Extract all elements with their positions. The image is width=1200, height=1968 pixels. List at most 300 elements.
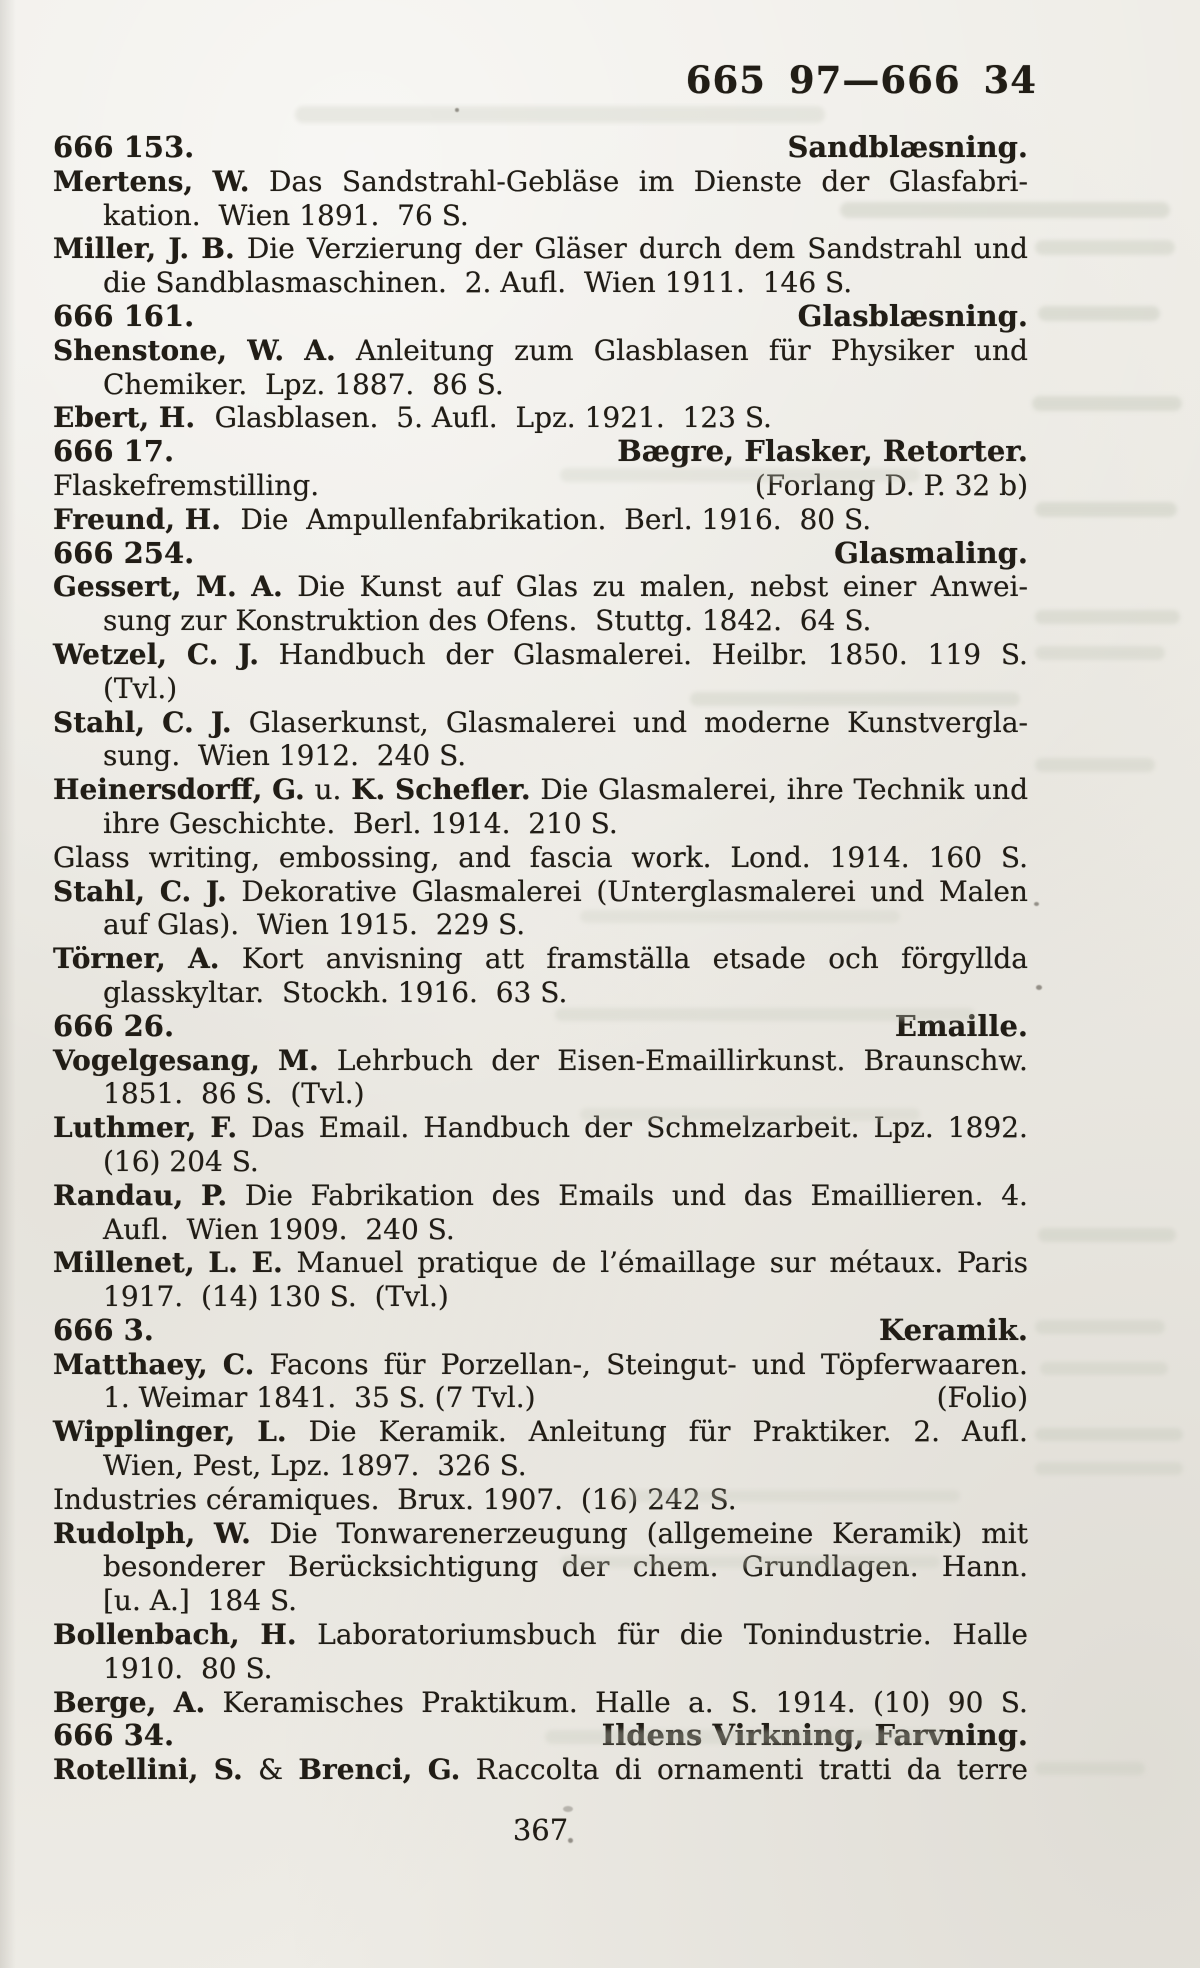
word: de [551, 1246, 587, 1280]
ghost-smudge [1035, 646, 1165, 660]
word: and [458, 840, 511, 874]
word: M. [196, 570, 237, 604]
section-title: Keramik. [879, 1312, 1028, 1347]
word: di [614, 1753, 642, 1787]
word: B. [201, 232, 235, 266]
word: Gläser [534, 232, 627, 266]
section-heading-line [53, 1314, 1028, 1348]
word: Die [297, 570, 346, 604]
word: Die [269, 1516, 318, 1550]
catalog-line [53, 1077, 1028, 1111]
word: Berücksichtigung [287, 1550, 539, 1584]
word: der [445, 637, 494, 671]
ghost-smudge [1032, 396, 1182, 411]
word: Handbuch [278, 637, 426, 671]
word: S. [1000, 1685, 1028, 1719]
word: Die [244, 1178, 293, 1212]
word: Sandstrahl [807, 232, 962, 266]
word: Raccolta [475, 1753, 600, 1787]
word: für [617, 1618, 659, 1652]
catalog-line [53, 875, 1028, 909]
word: 2. [913, 1415, 941, 1449]
catalog-line [53, 739, 1028, 773]
word: Fabrikation [310, 1178, 474, 1212]
word: C. [162, 705, 194, 739]
word: W. [212, 164, 250, 198]
word: W. [214, 1516, 251, 1550]
word: Törner, [53, 942, 166, 976]
word: moderne [704, 705, 831, 739]
word: Rotellini, [53, 1753, 199, 1787]
word: und [973, 333, 1028, 367]
word: Keramisches [222, 1685, 404, 1719]
word: Manuel [296, 1246, 404, 1280]
word: Wetzel, [53, 637, 168, 671]
word: Glass [53, 840, 130, 874]
word: M. [277, 1043, 319, 1077]
word: 90 [947, 1685, 984, 1719]
word: Miller, [53, 232, 157, 266]
word: att [484, 942, 525, 976]
section-title: Glasmaling. [834, 535, 1028, 570]
entry-text: 1917. (14) 130 S. (Tvl.) [103, 1280, 449, 1314]
word: da [906, 1753, 942, 1787]
word: K. [351, 773, 386, 807]
word: Lpz. [873, 1111, 934, 1145]
word: und [672, 1178, 726, 1212]
catalog-line [53, 1686, 1028, 1720]
word: Glasmalerei. [513, 637, 692, 671]
author-name: Freund, H. [53, 502, 241, 536]
word: auf [456, 570, 502, 604]
entry-text: Glasblasen. 5. Aufl. Lpz. 1921. 123 S. [214, 401, 772, 435]
entry-text: kation. Wien 1891. 76 S. [103, 198, 469, 232]
section-code: 666 153. [53, 130, 195, 164]
word: malen, [639, 570, 736, 604]
word: F. [210, 1111, 238, 1145]
word: A. [188, 942, 220, 976]
catalog-line [53, 232, 1028, 266]
word: etsade [712, 942, 806, 976]
catalog-line [53, 503, 1028, 537]
word: S. [213, 1753, 243, 1787]
catalog-line [53, 1246, 1028, 1280]
entry-text: 1910. 80 S. [103, 1651, 273, 1685]
word: J. [205, 874, 227, 908]
word: Glasfabri- [888, 164, 1028, 198]
ghost-smudge [1035, 1762, 1145, 1775]
word: S. [1000, 637, 1028, 671]
word: Die [246, 232, 295, 266]
catalog-line [53, 706, 1028, 740]
word: C. [222, 1347, 255, 1381]
word: sur [769, 1246, 816, 1280]
catalog-line [53, 773, 1028, 807]
entry-text: Wien, Pest, Lpz. 1897. 326 S. [103, 1449, 527, 1483]
section-code: 666 17. [53, 434, 175, 469]
section-code: 666 26. [53, 1008, 175, 1043]
split-left-text: Flaskefremstilling. [53, 468, 320, 502]
word: Keramik) [832, 1516, 963, 1550]
ghost-smudge [840, 202, 1170, 218]
word: Grundlagen. [741, 1550, 919, 1584]
word: 1914. [829, 840, 910, 874]
section-code: 666 34. [53, 1718, 175, 1753]
word: Lond. [730, 840, 811, 874]
word: Sandstrahl-Gebläse [341, 164, 620, 198]
section-title: Bægre, Flasker, Retorter. [617, 434, 1028, 469]
ghost-smudge [1035, 1320, 1165, 1334]
word: Tonindustrie. [743, 1618, 932, 1652]
catalog-line [53, 1213, 1028, 1247]
ghost-smudge [580, 910, 900, 923]
entry-text: glasskyltar. Stockh. 1916. 63 S. [103, 975, 568, 1009]
ghost-smudge [1035, 1428, 1183, 1441]
word: Praktiker. [752, 1415, 892, 1449]
section-title: Emaille. [894, 1008, 1028, 1043]
word: Laboratoriumsbuch [317, 1618, 597, 1652]
word: Kunst [359, 570, 442, 604]
section-heading-line [53, 537, 1028, 571]
word: A. [251, 570, 283, 604]
ink-speck [1036, 985, 1042, 990]
word: u. [314, 773, 342, 807]
ghost-smudge [1040, 1362, 1168, 1375]
word: und [633, 705, 688, 739]
catalog-line [53, 841, 1028, 875]
word: l’émaillage [600, 1246, 756, 1280]
word: Brenci, [298, 1753, 413, 1787]
word: C. [159, 874, 192, 908]
word: work. [631, 840, 712, 874]
ghost-smudge [1035, 610, 1180, 624]
split-right-text: (Folio) [936, 1381, 1028, 1415]
entry-text: ihre Geschichte. Berl. 1914. 210 S. [103, 806, 618, 840]
word: métaux. [829, 1246, 944, 1280]
word: C. [186, 637, 219, 671]
word: Die [540, 773, 589, 807]
ink-speck [1034, 902, 1039, 906]
word: Vogelgesang, [53, 1043, 260, 1077]
page-header-range: 665 97—666 34 [685, 58, 1037, 102]
entry-text: (16) 204 S. [103, 1144, 259, 1178]
word: Dienste [693, 164, 802, 198]
word: S. [1000, 840, 1028, 874]
word: framställa [546, 942, 691, 976]
ink-speck [563, 1806, 573, 1812]
word: writing, [148, 840, 261, 874]
entry-text: Aufl. Wien 1909. 240 S. [103, 1212, 455, 1246]
word: och [828, 942, 879, 976]
section-title: Ildens Virkning, Farvning. [601, 1718, 1028, 1753]
word: H. [260, 1618, 297, 1652]
section-heading-line [53, 300, 1028, 334]
word: Emaillieren. [810, 1178, 984, 1212]
entry-text: auf Glas). Wien 1915. 229 S. [103, 908, 526, 942]
section-heading-line [53, 131, 1028, 165]
word: Halle [595, 1685, 671, 1719]
catalog-line [53, 165, 1028, 199]
word: nebst [750, 570, 829, 604]
ink-speck [455, 108, 459, 112]
word: der [474, 232, 523, 266]
catalog-line [53, 1179, 1028, 1213]
word: & [258, 1753, 283, 1787]
word: Braunschw. [863, 1043, 1028, 1077]
word: terre [956, 1753, 1028, 1787]
word: ihre [786, 773, 844, 807]
word: Mertens, [53, 164, 194, 198]
word: A. [173, 1685, 206, 1719]
word: Email. [318, 1111, 410, 1145]
word: Kunstvergla- [847, 705, 1028, 739]
word: Facons [269, 1347, 369, 1381]
catalog-line [53, 942, 1028, 976]
word: Glas [515, 570, 579, 604]
ghost-smudge [545, 1730, 945, 1744]
word: Steingut- [606, 1347, 737, 1381]
word: E. [251, 1246, 283, 1280]
word: Lehrbuch [336, 1043, 474, 1077]
word: zum [514, 333, 574, 367]
word: Das [268, 164, 323, 198]
word: die [679, 1618, 724, 1652]
word: zu [592, 570, 626, 604]
word: und [751, 1347, 806, 1381]
section-title: Sandblæsning. [787, 130, 1028, 164]
word: Matthaey, [53, 1347, 208, 1381]
word: dem [734, 232, 796, 266]
entry-text: [u. A.] 184 S. [103, 1584, 298, 1618]
text-column [53, 131, 1028, 1787]
catalog-line [53, 1449, 1028, 1483]
ghost-smudge [1038, 306, 1160, 321]
word: Randau, [53, 1178, 184, 1212]
catalog-line [53, 1145, 1028, 1179]
catalog-line [53, 570, 1028, 604]
word: (10) [872, 1685, 931, 1719]
catalog-line [53, 1652, 1028, 1686]
word: und [870, 874, 925, 908]
page-gutter-shadow [0, 0, 16, 1968]
author-name: Ebert, H. [53, 401, 215, 435]
word: S. [731, 1685, 759, 1719]
catalog-line [53, 1753, 1028, 1787]
word: Paris [956, 1246, 1028, 1280]
word: embossing, [278, 840, 440, 874]
word: pratique [417, 1246, 539, 1280]
ghost-smudge [1035, 240, 1175, 255]
word: anvisning [325, 942, 463, 976]
word: durch [638, 232, 722, 266]
section-title: Glasblæsning. [797, 298, 1028, 333]
catalog-line [53, 334, 1028, 368]
word: Glasmalerei [411, 874, 582, 908]
word: für [768, 333, 811, 367]
word: förgyllda [901, 942, 1028, 976]
word: W. [247, 333, 285, 367]
word: G. [272, 773, 305, 807]
catalog-line [53, 1517, 1028, 1551]
catalog-line [53, 807, 1028, 841]
word: Millenet, [53, 1246, 195, 1280]
word: Heinersdorff, [53, 773, 263, 807]
word: der [561, 1550, 610, 1584]
split-left-text: 1. Weimar 1841. 35 S. (7 Tvl.) [103, 1381, 536, 1415]
entry-text: Industries céramiques. Brux. 1907. (16) 242 S. [53, 1482, 737, 1516]
word: Anwei- [930, 570, 1028, 604]
entry-text: sung. Wien 1912. 240 S. [103, 739, 467, 773]
word: Glaserkunst, [248, 705, 429, 739]
word: Anleitung [528, 1415, 667, 1449]
word: Die [308, 1415, 357, 1449]
word: Heilbr. [711, 637, 808, 671]
word: 1914. [775, 1685, 856, 1719]
word: Wipplinger, [53, 1415, 236, 1449]
word: Luthmer, [53, 1111, 197, 1145]
catalog-line [53, 976, 1028, 1010]
word: Shenstone, [53, 333, 228, 367]
word: Porzellan-, [440, 1347, 591, 1381]
word: a. [688, 1685, 714, 1719]
word: Glasmalerei, [598, 773, 778, 807]
word: J. [238, 637, 259, 671]
ghost-smudge [1038, 1228, 1176, 1242]
word: J. [168, 232, 190, 266]
word: Eisen-Emaillirkunst. [557, 1043, 846, 1077]
section-code: 666 3. [53, 1312, 154, 1347]
word: Technik [853, 773, 965, 807]
split-right-text: (Forlang D. P. 32 b) [754, 468, 1028, 502]
entry-text: sung zur Konstruktion des Ofens. Stuttg. 1842. 64 S. [103, 604, 872, 638]
word: Hann. [941, 1550, 1028, 1584]
entry-text: die Sandblasmaschinen. 2. Aufl. Wien 1911. 146 S. [103, 266, 853, 300]
word: Keramik. [378, 1415, 507, 1449]
word: Schefler. [395, 773, 531, 807]
catalog-line [53, 1044, 1028, 1078]
page-number: 367 [512, 1813, 569, 1847]
word: und [973, 232, 1028, 266]
section-code: 666 161. [53, 298, 195, 333]
word: Dekorative [241, 874, 397, 908]
word: Glasmalerei [445, 705, 616, 739]
word: Stahl, [53, 705, 146, 739]
catalog-line [53, 401, 1028, 435]
section-code: 666 254. [53, 535, 195, 570]
ghost-smudge [1035, 758, 1155, 772]
word: Das [251, 1111, 305, 1145]
word: Physiker [830, 333, 954, 367]
word: Bollenbach, [53, 1618, 240, 1652]
word: Verzierung [306, 232, 463, 266]
word: chem. [632, 1550, 719, 1584]
word: und [974, 773, 1028, 807]
word: das [743, 1178, 793, 1212]
ghost-smudge [580, 1108, 920, 1121]
word: Töpferwaaren. [820, 1347, 1028, 1381]
catalog-line [53, 1584, 1028, 1618]
word: fascia [529, 840, 613, 874]
catalog-line [53, 1280, 1028, 1314]
catalog-line [53, 638, 1028, 672]
ghost-smudge [295, 106, 825, 123]
word: 119 [927, 637, 982, 671]
ghost-smudge [620, 1490, 960, 1502]
ghost-smudge [690, 692, 1020, 706]
word: Glasblasen [593, 333, 749, 367]
ghost-smudge [1035, 502, 1177, 517]
word: Praktikum. [421, 1685, 578, 1719]
word: A. [304, 333, 336, 367]
word: der [584, 1111, 633, 1145]
word: 4. [1001, 1178, 1028, 1212]
ghost-smudge [560, 1556, 940, 1568]
word: Halle [952, 1618, 1028, 1652]
word: für [688, 1415, 731, 1449]
word: Kort [241, 942, 304, 976]
ghost-smudge [560, 468, 920, 482]
word: Stahl, [53, 874, 146, 908]
entry-text: (Tvl.) [103, 671, 178, 705]
split-line [53, 1381, 1028, 1415]
word: P. [201, 1178, 228, 1212]
word: Handbuch [423, 1111, 571, 1145]
word: ornamenti [656, 1753, 804, 1787]
ghost-smudge [1035, 1462, 1183, 1475]
catalog-line [53, 1348, 1028, 1382]
word: tratti [818, 1753, 892, 1787]
word: Gessert, [53, 570, 182, 604]
word: Tonwarenerzeugung [336, 1516, 628, 1550]
entry-text: 1851. 86 S. (Tvl.) [103, 1077, 365, 1111]
catalog-line [53, 1415, 1028, 1449]
word: Emails [558, 1178, 655, 1212]
word: Schmelzarbeit. [646, 1111, 860, 1145]
entry-text: Die Ampullenfabrikation. Berl. 1916. 80 S. [240, 502, 872, 536]
word: G. [427, 1753, 461, 1787]
word: Rudolph, [53, 1516, 196, 1550]
word: der [491, 1043, 540, 1077]
word: einer [842, 570, 917, 604]
section-heading-line [53, 435, 1028, 469]
word: 1850. [827, 637, 908, 671]
word: 1892. [947, 1111, 1028, 1145]
word: mit [981, 1516, 1028, 1550]
entry-text: Chemiker. Lpz. 1887. 86 S. [103, 367, 504, 401]
ghost-smudge [555, 1008, 975, 1021]
word: L. [208, 1246, 238, 1280]
word: Berge, [53, 1685, 157, 1719]
word: 160 [928, 840, 983, 874]
word: Malen [939, 874, 1028, 908]
catalog-line [53, 1618, 1028, 1652]
word: (allgemeine [646, 1516, 814, 1550]
word: des [491, 1178, 541, 1212]
word: J. [210, 705, 232, 739]
word: der [821, 164, 870, 198]
ink-speck [568, 1838, 573, 1843]
word: für [383, 1347, 426, 1381]
word: im [638, 164, 675, 198]
catalog-line [53, 266, 1028, 300]
word: (Unterglasmalerei [596, 874, 856, 908]
word: L. [257, 1415, 287, 1449]
catalog-line [53, 368, 1028, 402]
word: Aufl. [962, 1415, 1028, 1449]
word: Anleitung [355, 333, 494, 367]
catalog-line [53, 604, 1028, 638]
word: besonderer [103, 1550, 265, 1584]
